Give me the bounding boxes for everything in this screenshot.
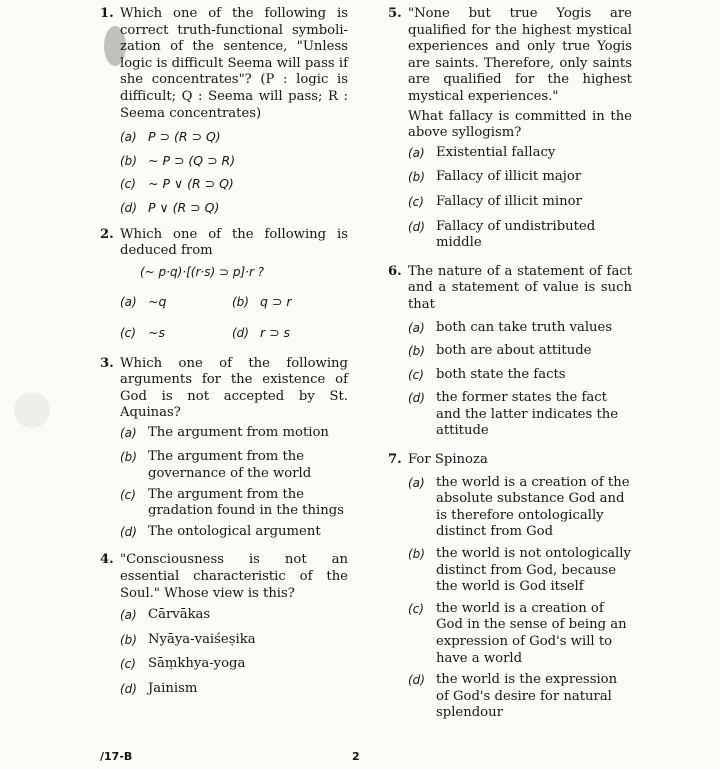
option-text: Nyāya-vaiśeṣika: [148, 631, 256, 647]
option-label: (a): [120, 608, 137, 623]
option-row: [120, 325, 348, 342]
left-column: [100, 6, 348, 698]
option-label: (d): [408, 219, 425, 234]
option: [408, 601, 632, 667]
question-prompt: What fallacy is committed in the above syllogism?: [408, 108, 632, 141]
right-column: [388, 6, 632, 722]
option-text: q ⊃ r: [260, 294, 292, 310]
option: [120, 176, 348, 193]
option: [408, 219, 632, 252]
option: [408, 194, 632, 211]
option-text: Fallacy of undistributed middle: [436, 218, 596, 251]
option-text: Existential fallacy: [436, 144, 556, 160]
question-number: 4.: [100, 552, 114, 568]
question-6: [388, 264, 632, 440]
option: [120, 200, 348, 217]
question-3: [100, 356, 348, 541]
page-number: 2: [352, 750, 360, 763]
option-label: (c): [120, 657, 136, 672]
option-label: (d): [120, 524, 137, 539]
question-5: [388, 6, 632, 252]
option-text: Sāṃkhya-yoga: [148, 656, 246, 672]
question-stem: Which one of the following is correct truth-functional symboli-zation of the sentence, "Unless logic is difficult Seema will pass if she concentrates"? (P : logic is difficult; Q : Seema will pass; R : Seema concentrates): [120, 6, 348, 121]
option: [120, 487, 348, 520]
option-text: Cārvākas: [148, 607, 211, 623]
option: [120, 656, 348, 673]
option-label: (b): [408, 547, 425, 562]
option-label: (d): [408, 391, 425, 406]
option-text: The ontological argument: [148, 523, 321, 539]
option: [120, 153, 348, 170]
option-label: (c): [408, 367, 424, 382]
question-stem: Which one of the following arguments for the existence of God is not accepted by St. Aquinas?: [120, 355, 348, 421]
option-text: Fallacy of illicit minor: [436, 193, 582, 209]
option-label: (b): [120, 153, 137, 168]
option-text: The argument from the governance of the world: [148, 449, 312, 482]
option-label: (a): [120, 295, 137, 310]
option-label: (a): [120, 425, 137, 440]
question-number: 6.: [388, 263, 402, 279]
option: [408, 546, 632, 596]
option: [120, 129, 348, 146]
option-text: both can take truth values: [436, 319, 613, 335]
option-text: ~ P ⊃ (Q ⊃ R): [148, 152, 236, 168]
question-number: 7.: [388, 452, 402, 468]
scan-blot: [14, 392, 50, 428]
option-label: (b): [232, 295, 249, 310]
option-label: (d): [120, 682, 137, 696]
question-stem: For Spinoza: [408, 452, 488, 468]
option: [120, 325, 232, 342]
option: [408, 672, 632, 722]
question-7: [388, 452, 632, 722]
option-label: (c): [120, 177, 136, 192]
question-4: [100, 552, 348, 697]
option-label: (c): [120, 325, 136, 340]
option-label: (a): [120, 130, 137, 145]
option-text: r ⊃ s: [260, 324, 291, 340]
option-row: [120, 294, 348, 311]
option-text: The argument from the gradation found in the things: [148, 486, 344, 519]
option-label: (b): [408, 344, 425, 359]
option-label: (a): [408, 145, 425, 160]
question-number: 3.: [100, 355, 114, 371]
option-text: both are about attitude: [436, 343, 592, 359]
option-label: (d): [408, 673, 425, 688]
option-text: The argument from motion: [148, 424, 329, 440]
question-stem: The nature of a statement of fact and a statement of value is such that: [408, 263, 632, 312]
question-number: 2.: [100, 226, 114, 242]
option-label: (d): [232, 325, 249, 340]
option-label: (d): [120, 200, 137, 215]
option-text: the former states the fact and the latter indicates the attitude: [436, 390, 619, 439]
option: [120, 449, 348, 482]
option-label: (c): [120, 487, 136, 502]
option-label: (c): [408, 601, 424, 616]
option: [120, 294, 232, 311]
option-text: the world is not ontologically distinct from God, because the world is God itself: [436, 546, 631, 595]
option: [408, 169, 632, 186]
option: [232, 294, 344, 311]
question-stem: "Consciousness is not an essential characteristic of the Soul." Whose view is this?: [120, 552, 348, 601]
logic-formula: (~ p·q)·[(r·s) ⊃ p]·r ?: [140, 264, 265, 279]
option: [408, 320, 632, 337]
option: [120, 681, 348, 698]
option: [120, 607, 348, 624]
option: [408, 367, 632, 384]
option: [408, 145, 632, 162]
question-number: 1.: [100, 6, 114, 21]
question-stem: "None but true Yogis are qualified for the highest mystical experiences and only true Yogis are saints. Therefore, only saints are qualified for the highest mystical experiences.": [408, 6, 632, 104]
option-label: (b): [120, 450, 137, 465]
option-label: (c): [408, 194, 424, 209]
option: [232, 325, 344, 342]
option: [120, 632, 348, 649]
option-label: (b): [408, 170, 425, 185]
question-1: [100, 6, 348, 217]
option-text: both state the facts: [436, 366, 566, 382]
paper-code: /17-B: [100, 750, 133, 763]
option: [120, 425, 348, 442]
option-text: ~s: [148, 324, 165, 340]
question-2: [100, 227, 348, 342]
option-label: (a): [408, 320, 425, 335]
option: [120, 524, 348, 541]
option-text: the world is the expression of God's desire for natural splendour: [436, 672, 618, 721]
option-text: ~q: [148, 294, 167, 310]
option: [408, 343, 632, 360]
option-text: P ⊃ (R ⊃ Q): [148, 129, 221, 145]
question-number: 5.: [388, 6, 402, 21]
option: [408, 390, 632, 440]
option-text: the world is a creation of God in the sense of being an expression of God's will to have a world: [436, 600, 627, 666]
option-text: the world is a creation of the absolute substance God and is therefore ontologically distinct from God: [436, 474, 630, 540]
option-text: Fallacy of illicit major: [436, 169, 582, 185]
option-label: (a): [408, 475, 425, 490]
option: [408, 475, 632, 541]
option-text: Jainism: [148, 681, 198, 696]
option-text: ~ P ∨ (R ⊃ Q): [148, 176, 234, 192]
option-text: P ∨ (R ⊃ Q): [148, 199, 220, 215]
question-stem: Which one of the following is deduced from: [120, 226, 348, 259]
option-label: (b): [120, 632, 137, 647]
